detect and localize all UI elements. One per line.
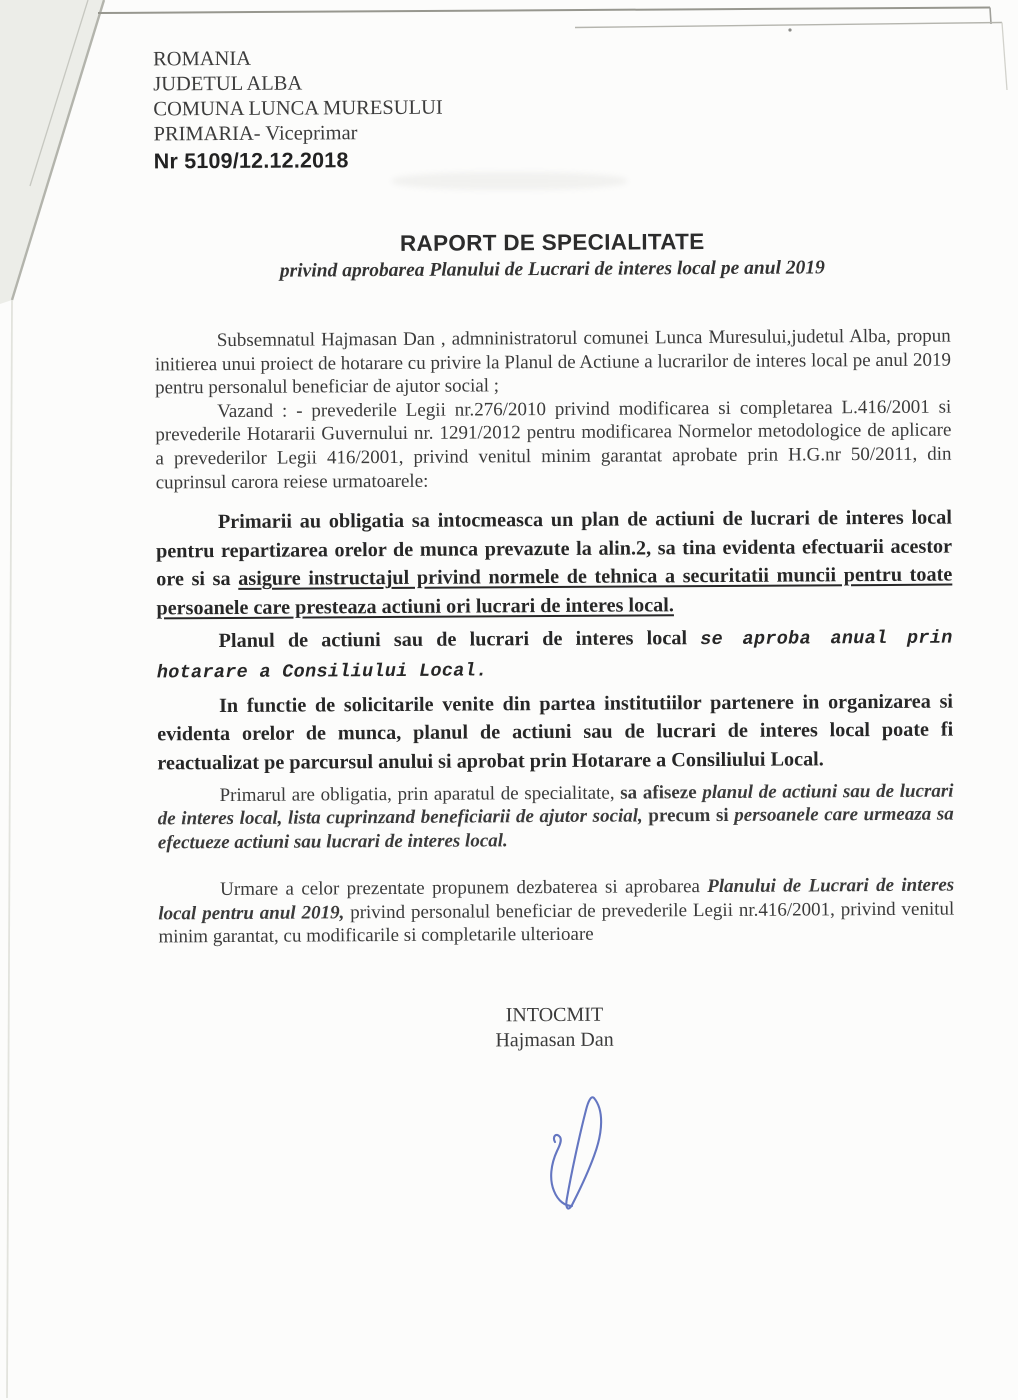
paragraph-obligation <box>156 504 953 623</box>
mayor-duty-display: sa afiseze <box>620 781 703 804</box>
document-subtitle: privind aprobarea Planului de Lucrari de interes local pe anul 2019 <box>279 257 825 282</box>
signatory-name: Hajmasan Dan <box>495 1028 614 1052</box>
signature-loop-stroke <box>566 1097 601 1208</box>
document-content <box>153 43 955 1056</box>
signature-flourish-stroke <box>551 1135 572 1206</box>
letterhead-commune: COMUNA LUNCA MURESULUI <box>153 96 443 121</box>
approval-typewriter-text: se aproba anual prin hotarare a Consiliului Local. <box>156 627 953 684</box>
approval-text: Planul de actiuni sau de lucrari de interes local <box>218 626 701 652</box>
obligation-text: Primarii au obligatia sa intocmeasca un plan de actiuni de lucrari de interes local pentru repartizarea orelor de munca prevazute la alin.2, sa tina evidenta efectuarii acestor ore si sa <box>156 506 953 591</box>
title-block <box>154 228 950 286</box>
paragraph-conclusion <box>158 874 954 950</box>
paragraph-legal-basis: Vazand : - prevederile Legii nr.276/2010 privind modificarea si completarea L.416/2001 si prevederile Hotararii Guvernului nr. 1291/2012 pentru modificarea Normelor metodologice de aplicare a prevederilor Legii 416/2001, privind venitul minim garantat aprobate prin H.G.nr 50/2011, din cuprinsul carora reiese urmatoarele: <box>155 396 952 493</box>
letterhead-country: ROMANIA <box>153 47 252 71</box>
signature-role-label: INTOCMIT <box>505 1003 604 1027</box>
signature-block <box>467 1003 642 1054</box>
obligation-underlined-text: asigure instructajul privind normele de tehnica a securitatii muncii pentru toate persoanele care presteaza actiuni ori lucrari de interes local. <box>156 563 953 620</box>
paper-left-edge <box>7 300 12 1398</box>
paragraph-approval <box>157 622 953 688</box>
paper-corner-step <box>990 8 991 25</box>
handwritten-signature <box>520 1082 620 1217</box>
document-body <box>155 325 955 950</box>
underlying-sheet-top-edge <box>575 23 1002 28</box>
conclusion-intro: Urmare a celor prezentate propunem dezbaterea si aprobarea <box>220 876 708 901</box>
paragraph-update: In functie de solicitarile venite din partea institutiilor partenere in organizarea si evidenta orelor de munca, planul de actiuni sau de lucrari de interes local poate fi reactualizat pe parcursul anului si aprobat prin Hotarare a Consiliului Local. <box>157 690 954 775</box>
paper-fold-edge <box>12 0 104 300</box>
document-title: RAPORT DE SPECIALITATE <box>399 229 705 256</box>
conclusion-rest: privind personalul beneficiar de prevederile Legii nr.416/2001, privind venitul minim garantat, cu modificarile si completarile ulterioare <box>158 898 955 948</box>
registration-number: Nr 5109/12.12.2018 <box>153 148 349 174</box>
paper-top-edge <box>98 8 990 14</box>
mayor-duty-connector: precum si <box>642 804 735 827</box>
paragraph-mayor-duty <box>158 779 954 855</box>
letterhead <box>153 43 950 175</box>
scanner-bed-corner <box>0 0 104 304</box>
underlying-sheet-right-edge <box>1002 23 1007 91</box>
letterhead-county: JUDETUL ALBA <box>153 72 303 96</box>
mayor-duty-persons: persoanele care urmeaza sa efectueze actiuni sau lucrari de interes local. <box>157 803 954 854</box>
mayor-duty-plan: planul de actiuni sau de lucrari de interes local, lista cuprinzand beneficiarii de ajutor social, <box>157 780 954 830</box>
mayor-duty-intro: Primarul are obligatia, prin aparatul de specialitate, <box>219 782 621 806</box>
scan-speck <box>788 28 791 31</box>
conclusion-plan-title: Planului de Lucrari de interes local pentru anul 2019, <box>158 874 955 925</box>
letterhead-office: PRIMARIA- Viceprimar <box>153 122 358 146</box>
paper-fold-inner-line <box>30 0 88 186</box>
paragraph-introduction: Subsemnatul Hajmasan Dan , admninistratorul comunei Lunca Muresului,judetul Alba, propun initierea unui proiect de hotarare cu privire la Planul de Actiune a lucrarilor de interes local pe anul 2019 pentru personalul beneficiar de ajutor social ; <box>154 325 951 399</box>
